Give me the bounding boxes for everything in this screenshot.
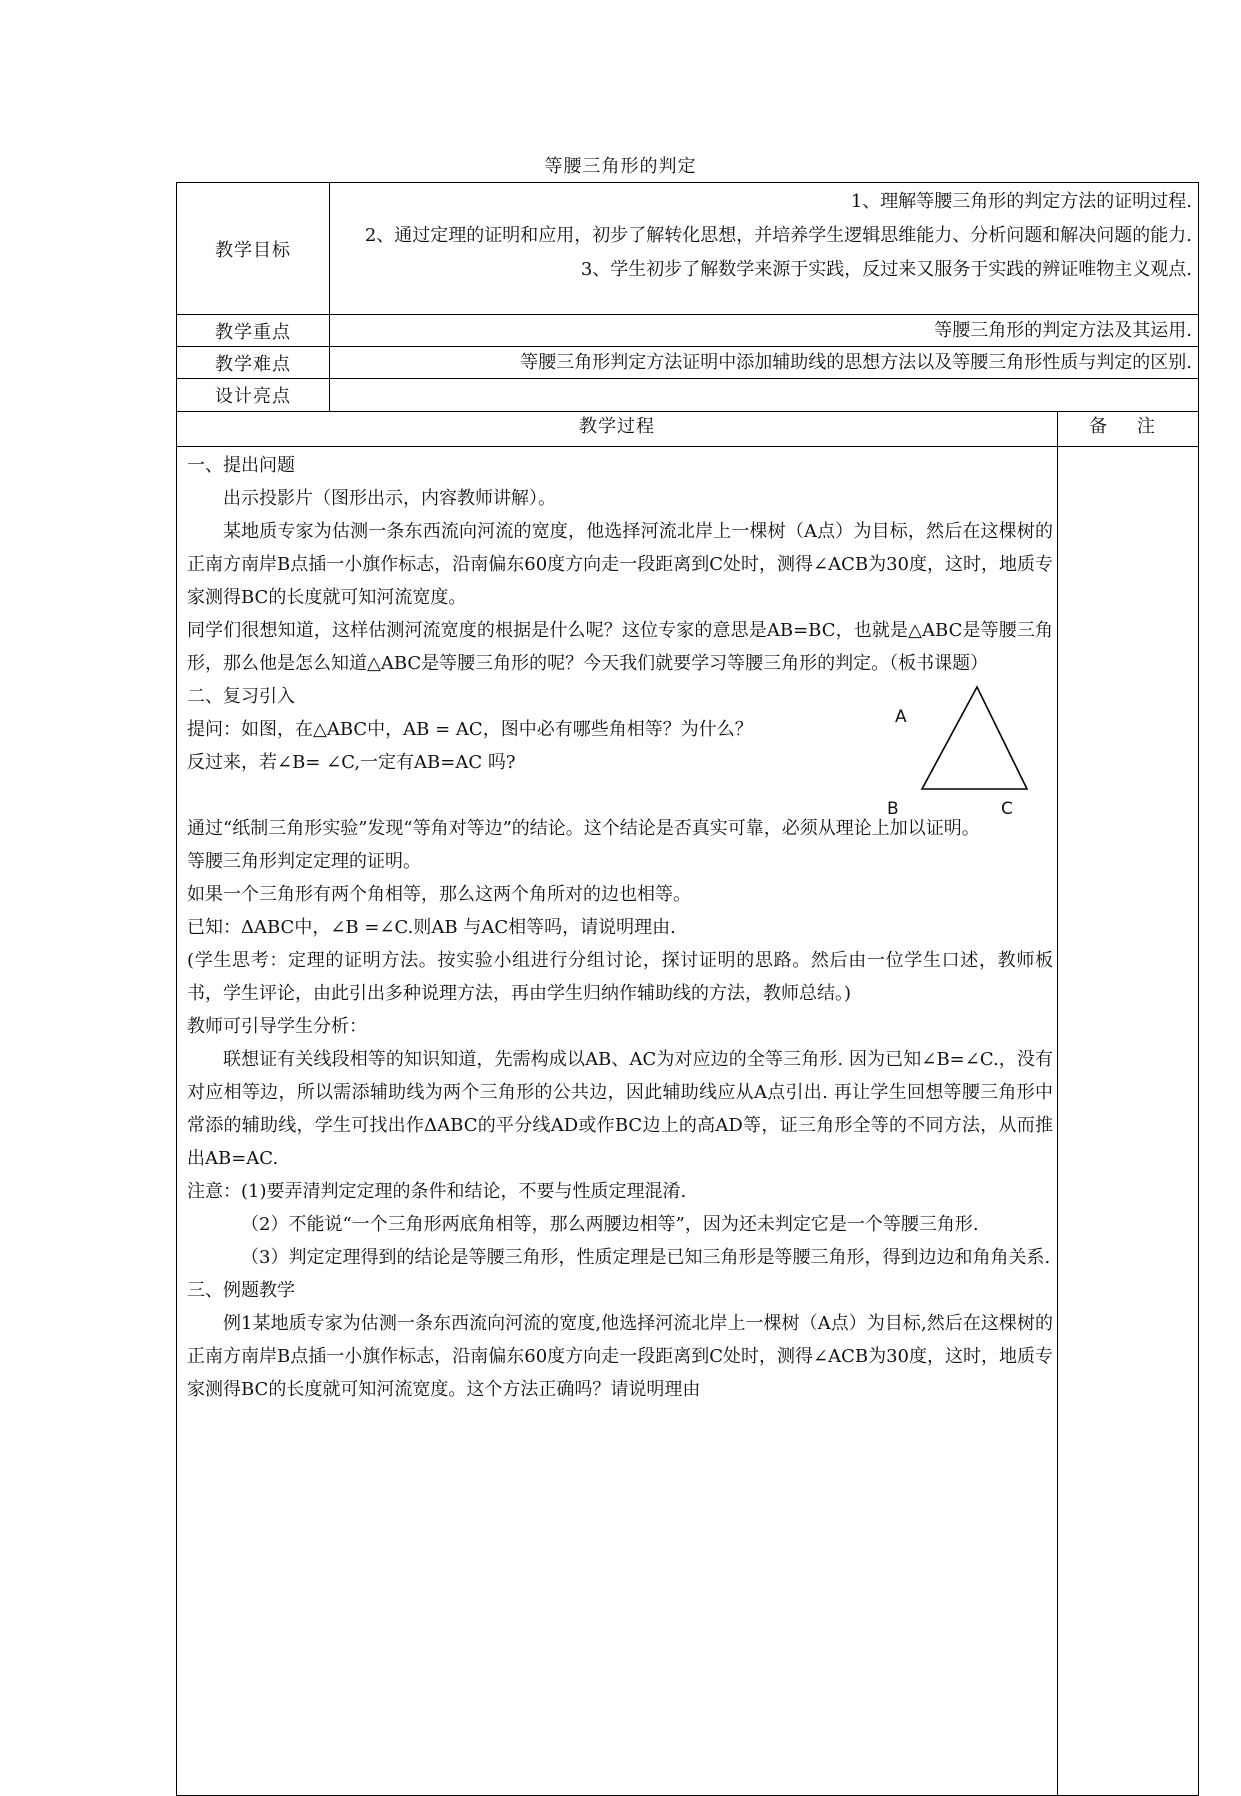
difficulties-label: 教学难点	[177, 347, 330, 379]
process-header-row	[177, 412, 1199, 447]
objective-3: 3、学生初步了解数学来源于实践，反过来又服务于实践的辨证唯物主义观点.	[580, 259, 1193, 280]
process-paragraph: 已知：ΔABC中，∠B =∠C.则AB 与AC相等吗，请说明理由.	[187, 917, 676, 938]
vertex-label-b: B	[887, 799, 899, 819]
process-paragraph: 某地质专家为估测一条东西流向河流的宽度，他选择河流北岸上一棵树（A点）为目标，然后在这棵树的正南方南岸B点插一小旗作标志，沿南偏东60度方向走一段距离到C处时，测得∠ACB为30度，这时，地质专家测得BC的长度就可知河流宽度。	[187, 521, 1053, 608]
document-title: 等腰三角形的判定	[544, 156, 697, 177]
objective-1: 1、理解等腰三角形的判定方法的证明过程.	[850, 191, 1193, 212]
remarks-cell	[1058, 447, 1199, 1796]
lesson-plan-table	[176, 182, 1199, 1796]
process-paragraph: 同学们很想知道，这样估测河流宽度的根据是什么呢？这位专家的意思是AB=BC，也就是△ABC是等腰三角形，那么他是怎么知道△ABC是等腰三角形的呢？今天我们就要学习等腰三角形的判定。（板书课题）	[187, 620, 1053, 674]
process-paragraph: 反过来，若∠B= ∠C,一定有AB=AC 吗?	[187, 752, 516, 773]
triangle-abc	[922, 687, 1027, 789]
key-points-row	[177, 315, 1199, 347]
highlights-row	[177, 379, 1199, 412]
key-points-content: 等腰三角形的判定方法及其运用.	[330, 315, 1199, 347]
objectives-content	[330, 183, 1199, 315]
difficulties-row	[177, 347, 1199, 379]
process-paragraph: 通过“纸制三角形实验”发现“等角对等边”的结论。这个结论是否真实可靠，必须从理论上加以证明。	[187, 818, 980, 839]
process-content	[177, 447, 1058, 1796]
highlights-content	[330, 379, 1199, 412]
vertex-label-c: C	[1001, 799, 1013, 819]
process-header: 教学过程	[177, 412, 1058, 447]
process-paragraph: 注意：(1)要弄清判定定理的条件和结论，不要与性质定理混淆.	[187, 1181, 687, 1202]
objectives-label: 教学目标	[177, 183, 330, 315]
process-paragraph: 教师可引导学生分析：	[187, 1016, 367, 1037]
section-heading-3: 三、例题教学	[187, 1280, 295, 1301]
triangle-drawing	[887, 683, 1047, 823]
section-heading-1: 一、提出问题	[187, 455, 295, 476]
highlights-label: 设计亮点	[177, 379, 330, 412]
objective-2: 2、通过定理的证明和应用，初步了解转化思想，并培养学生逻辑思维能力、分析问题和解决问题的能力.	[364, 225, 1193, 246]
process-paragraph: 提问：如图，在△ABC中，AB = AC，图中必有哪些角相等？为什么？	[187, 719, 753, 740]
process-paragraph: （3）判定定理得到的结论是等腰三角形，性质定理是已知三角形是等腰三角形，得到边边和角角关系.	[241, 1247, 1051, 1268]
process-paragraph: 等腰三角形判定定理的证明。	[187, 851, 421, 872]
remarks-header: 备 注	[1058, 412, 1199, 447]
process-paragraph: （2）不能说“一个三角形两底角相等，那么两腰边相等”，因为还未判定它是一个等腰三角形.	[241, 1214, 979, 1235]
process-paragraph: 例1某地质专家为估测一条东西流向河流的宽度,他选择河流北岸上一棵树（A点）为目标,然后在这棵树的正南方南岸B点插一小旗作标志，沿南偏东60度方向走一段距离到C处时，测得∠ACB为30度，这时，地质专家测得BC的长度就可知河流宽度。这个方法正确吗？请说明理由	[187, 1313, 1053, 1400]
objectives-row	[177, 183, 1199, 315]
process-paragraph: 出示投影片（图形出示，内容教师讲解）。	[223, 488, 556, 509]
triangle-figure	[887, 683, 1047, 823]
difficulties-content: 等腰三角形判定方法证明中添加辅助线的思想方法以及等腰三角形性质与判定的区别.	[330, 347, 1199, 379]
process-paragraph: (学生思考：定理的证明方法。按实验小组进行分组讨论，探讨证明的思路。然后由一位学生口述，教师板书，学生评论，由此引出多种说理方法，再由学生归纳作辅助线的方法，教师总结。)	[187, 950, 1053, 1004]
process-paragraph: 如果一个三角形有两个角相等，那么这两个角所对的边也相等。	[187, 884, 691, 905]
key-points-label: 教学重点	[177, 315, 330, 347]
section-heading-2: 二、复习引入	[187, 686, 295, 707]
vertex-label-a: A	[895, 707, 907, 727]
process-paragraph: 联想证有关线段相等的知识知道，先需构成以AB、AC为对应边的全等三角形. 因为已知∠B=∠C.，没有对应相等边，所以需添辅助线为两个三角形的公共边，因此辅助线应从A点引出. 再让学生回想等腰三角形中常添的辅助线，学生可找出作ΔABC的平分线AD或作BC边上的高AD等，证三角形全等的不同方法，从而推出AB=AC.	[187, 1049, 1053, 1169]
process-body-row	[177, 447, 1199, 1796]
